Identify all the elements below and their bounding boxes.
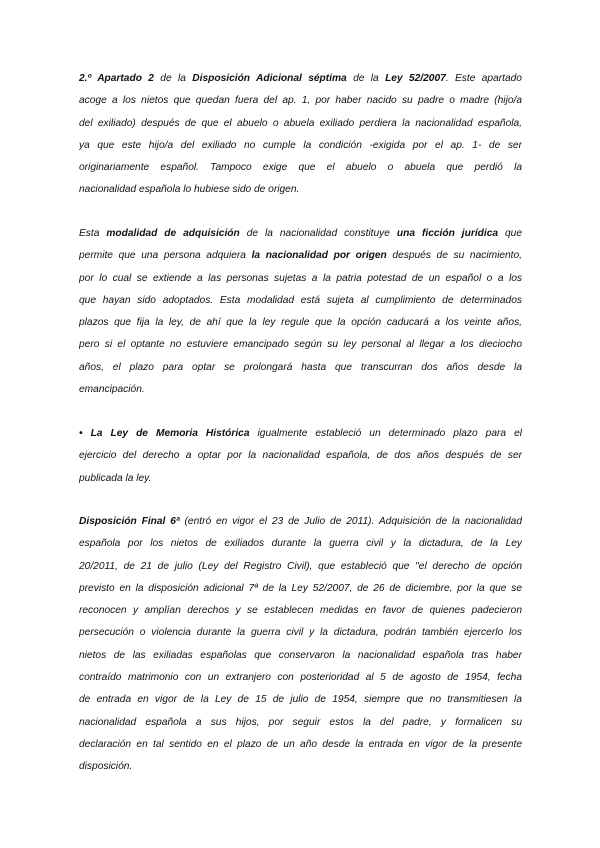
text-line: española por los nietos de exiliados durante la guerra civil y la dictadura, de la Ley [79,538,522,550]
text-run: de la [346,73,386,84]
text-run: igualmente estableció un determinado plazo para el [249,428,522,439]
text-line: persecución o violencia durante la guerra civil y la dictadura, podrán también ejercerlo los [79,627,522,639]
heading-disposicion: Disposición Adicional séptima [192,73,347,84]
paragraph-modalidad [79,223,522,401]
text-line: por lo cual se extiende a las personas sujetas a la patria potestad de un español o a los [79,272,522,284]
text-run: de la nacionalidad constituye [239,228,397,239]
text-line: del exiliado) después de que el abuelo o abuela exiliado perdiera la nacionalidad española, [79,117,522,129]
text-line: 20/2011, de 21 de julio (Ley del Registro Civil), que estableció que "el derecho de opción [79,560,522,572]
bold-ficcion: una ficción jurídica [396,228,499,239]
text-line: que hayan sido adoptados. Esta modalidad está sujeta al cumplimiento de determinados [79,294,522,306]
text-line [79,223,522,245]
text-run: Esta [79,228,107,239]
text-line: de entrada en vigor de la Ley de 15 de julio de 1954, siempre que no transmitiesen la [79,694,522,706]
paragraph-memoria-historica [79,423,522,490]
text-line: nacionalidad española lo hubiese sido de origen. [79,184,300,196]
text-line [79,68,522,90]
text-run: (entró en vigor el 23 de Julio de 2011). Adquisición de la nacionalidad [179,516,522,527]
text-run: después de su nacimiento, [386,250,522,262]
text-run: . Este apartado [445,73,522,84]
text-line: publicada la ley. [79,472,152,484]
text-run: permite que una persona adquiera [79,250,252,262]
text-line: previsto en la disposición adicional 7ª de la Ley 52/2007, de 26 de diciembre, por la que se [79,582,522,594]
text-line: emancipación. [79,384,145,396]
heading-apartado: 2.º Apartado 2 [79,73,154,84]
text-line: pero si el optante no estuviere emancipado según su ley personal al llegar a los dieciocho [79,339,522,351]
text-run: de la [153,73,193,84]
text-line: años, el plazo para optar se prolongará hasta que transcurran dos años desde la [79,361,522,373]
text-line: declaración en tal sentido en el plazo de un año desde la entrada en vigor de la presente [79,738,522,750]
text-line: contraído matrimonio con un extranjero con posterioridad al 5 de agosto de 1954, fecha [79,672,522,684]
text-line [79,245,522,267]
text-line: originariamente español. Tampoco exige que el abuelo o abuela que perdió la [79,162,522,174]
bold-nacionalidad-origen: la nacionalidad por origen [251,250,387,262]
paragraph-disposicion-final [79,511,522,779]
text-line [79,511,522,533]
heading-ley: Ley 52/2007 [385,73,446,84]
text-line: ya que este hijo/a del exiliado no cumple la condición -exigida por el ap. 1- de ser [79,139,522,151]
text-line: nacionalidad española a sus hijos, por seguir estos la del padre, y formalicen su [79,716,522,728]
text-run: que [498,228,522,239]
bold-modalidad: modalidad de adquisición [106,228,240,239]
text-line: plazos que fija la ley, de ahí que la ley regule que la opción caducará a los veinte años, [79,317,522,329]
text-line: disposición. [79,761,133,773]
text-line: acoge a los nietos que quedan fuera del ap. 1, por haber nacido su padre o madre (hijo/a [79,95,522,107]
text-line: ejercicio del derecho a optar por la nacionalidad española, de dos años después de ser [79,450,522,462]
paragraph-apartado-2 [79,68,522,202]
bold-disposicion-final: Disposición Final 6ª [79,516,180,527]
text-line: reconocen y amplían derechos y se establecen medidas en favor de quienes padecieron [79,605,522,617]
bold-ley-memoria: • La Ley de Memoria Histórica [79,428,250,439]
text-line [79,423,522,445]
text-line: nietos de las exiliadas españolas que conservaron la nacionalidad española tras haber [79,649,522,661]
